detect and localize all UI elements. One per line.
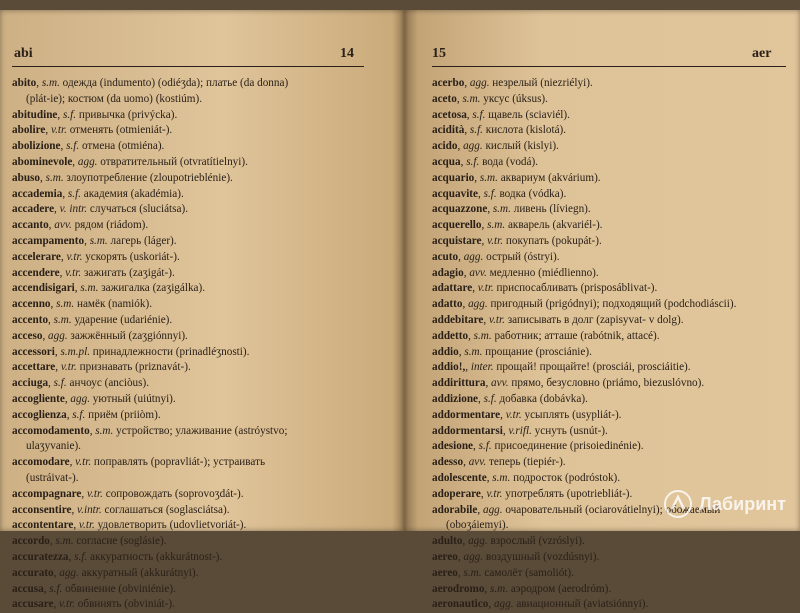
definition: водка (vódka). [499, 187, 567, 200]
definition: ускорять (uskoriát-). [85, 250, 180, 263]
dictionary-entry: acquario, s.m. аквариум (akvárium). [432, 171, 601, 184]
headword: acconsentire [12, 503, 72, 516]
grammar-label: avv. [54, 219, 72, 232]
grammar-label: v.rifl. [508, 424, 532, 437]
definition: покупать (pokupát-). [505, 234, 602, 247]
headword: accademia [12, 187, 63, 200]
definition: лагерь (láger). [110, 234, 177, 247]
dictionary-entry: accendere, v.tr. зажигать (zaʒigát-). [12, 266, 175, 279]
headword: acidità [432, 124, 465, 137]
grammar-label: s.f. [49, 582, 63, 595]
dictionary-entry: acconsentire, v.intr. соглашаться (soglasciátsa). [12, 503, 230, 516]
dictionary-entry: accampamento, s.m. лагерь (láger). [12, 234, 177, 247]
grammar-label: agg. [468, 535, 488, 548]
grammar-label: inter. [470, 361, 494, 374]
headword: acuto [432, 250, 459, 263]
definition: подросток (podróstok). [513, 471, 621, 484]
dictionary-entry: acceso, agg. зажжённый (zaʒgiónnyi). [12, 329, 188, 342]
dictionary-entry: accendisigari, s.m. зажигалка (zaʒigálka). [12, 282, 206, 295]
definition: уютный (uiútnyi). [92, 392, 176, 405]
definition: медленно (miédlienno). [489, 266, 599, 279]
page-number-right: 15 [432, 46, 446, 61]
dictionary-entry: adoperare, v.tr. употреблять (upotriebliát-). [432, 487, 633, 500]
definition: добавка (dobávka). [499, 392, 588, 405]
grammar-label: agg. [482, 503, 503, 516]
dictionary-entry: abominevole, agg. отвратительный (otvratítielnyi). [12, 155, 248, 168]
grammar-label: v.tr. [87, 487, 103, 500]
grammar-label: s.f. [472, 108, 486, 121]
grammar-label: s.f. [67, 187, 81, 200]
headword: adorabile [432, 503, 478, 516]
definition: зажжённый (zaʒgiónnyi). [70, 329, 188, 342]
dictionary-entry: addio!,, inter. прощай! прощайте! (prosciái, prosciáitie). [432, 361, 691, 374]
grammar-label: s.m. [463, 566, 482, 579]
definition: одежда (indumento) (odiéʒda); платье (da donna) [62, 77, 289, 89]
grammar-label: s.m. [55, 535, 74, 548]
grammar-label: v.tr. [65, 266, 82, 279]
headword: abito [12, 77, 37, 89]
dictionary-entry: addizione, s.f. добавка (dobávka). [432, 392, 588, 405]
grammar-label: s.m. [53, 313, 72, 326]
definition: самолёт (samoliót). [484, 566, 574, 579]
dictionary-entry: addetto, s.m. работник; атташе (rabótnik, attaсé). [432, 329, 660, 342]
headword: acquario [432, 171, 475, 184]
grammar-label: v.tr. [487, 234, 504, 247]
grammar-label: s.f. [62, 108, 77, 121]
entry-list-right [432, 76, 792, 613]
definition: устройство; улаживание (astróystvo; [116, 424, 288, 437]
grammar-label: agg. [59, 566, 79, 579]
definition: случаться (sluciátsa). [89, 203, 189, 216]
dictionary-entry: acidità, s.f. кислота (kislotá). [432, 124, 567, 137]
definition: рядом (riádom). [74, 219, 149, 232]
definition: работник; атташе (rabótnik, attaсé). [494, 329, 660, 342]
grammar-label: agg. [463, 250, 484, 263]
headword: accanto [12, 219, 49, 232]
definition: присоединение (prisoiedinénie). [494, 440, 644, 453]
definition: теперь (tiepiér-). [488, 456, 566, 469]
definition: приспосабливать (prisposáblivat-). [496, 282, 658, 295]
headword: adolescente [432, 471, 487, 484]
grammar-label: agg. [463, 140, 483, 153]
definition: авиационный (aviatsiónnyi). [516, 598, 649, 611]
headword: accessori [12, 345, 55, 358]
headword: aeronautico [432, 598, 489, 611]
definition: поправлять (popravliát-); устраивать [93, 456, 266, 469]
definition: острый (óstryi). [486, 250, 560, 263]
definition: ударение (udariénie). [74, 313, 173, 326]
headword: aceto [432, 92, 457, 105]
definition: кислота (kislotá). [485, 124, 567, 137]
definition: (ustráivat-). [26, 471, 79, 484]
grammar-label: s.m. [487, 219, 506, 232]
definition: прямо, безусловно (priámo, biezuslóvno). [511, 377, 705, 390]
grammar-label: v.tr. [59, 598, 75, 611]
definition: акварель (akvariél-). [507, 219, 603, 232]
definition: уксус (úksus). [483, 92, 548, 105]
grammar-label: s.m. [464, 345, 483, 358]
headword: accusare [12, 598, 54, 611]
grammar-label: v.tr. [60, 361, 77, 374]
page-number-left: 14 [340, 46, 354, 61]
grammar-label: agg. [77, 155, 98, 168]
entry-list-left [12, 76, 362, 613]
grammar-label: agg. [48, 329, 68, 342]
dictionary-entry [12, 471, 362, 487]
headword: accettare [12, 361, 56, 374]
dictionary-entry: accusare, v.tr. обвинять (obviniát-). [12, 598, 175, 611]
dictionary-entry: adorabile, agg. очаровательный (ociarovátielnyi); обожаемый [432, 503, 721, 516]
definition: уснуть (usnút-). [534, 424, 608, 437]
dictionary-entry: accoglienza, s.f. приём (priiòm). [12, 408, 161, 421]
dictionary-entry: accomodamento, s.m. устройство; улаживание (astróystvo; [12, 424, 288, 437]
grammar-label: s.m. [45, 171, 64, 184]
definition: пригодный (prigódnyi); подходящий (podchodiáscii). [490, 298, 737, 311]
definition: записывать в долг (zapisyvat- v dolg). [507, 313, 684, 326]
headword: addirittura [432, 377, 486, 390]
headword: aereo [432, 550, 458, 563]
definition: взрослый (vzróslyi). [490, 535, 585, 548]
headword: accontentare [12, 519, 74, 532]
grammar-label: agg. [468, 298, 488, 311]
headword: addormentarsi [432, 424, 503, 437]
dictionary-entry: aereo, s.m. самолёт (samoliót). [432, 566, 574, 579]
grammar-label: avv. [468, 456, 487, 469]
dictionary-entry: aerodromo, s.m. аэродром (aerodróm). [432, 582, 612, 595]
definition: прощай! прощайте! (prosciái, prosciáitie). [496, 361, 691, 374]
dictionary-entry: aereo, agg. воздушный (vozdúsnyi). [432, 550, 600, 563]
grammar-label: s.f. [66, 140, 80, 153]
definition: аэродром (aerodróm). [510, 582, 612, 595]
headword: adesione [432, 440, 474, 453]
definition: ulaʒyvanie). [26, 440, 81, 453]
grammar-label: s.f. [469, 124, 483, 137]
definition: щавель (sciaviél). [488, 108, 570, 121]
headword: abolizione [12, 140, 61, 153]
dictionary-entry: acquistare, v.tr. покупать (pokupát-). [432, 234, 602, 247]
grammar-label: v.intr. [77, 503, 102, 516]
grammar-label: avv. [491, 377, 509, 390]
headword: aereo [432, 566, 458, 579]
definition: кислый (kislyi). [485, 140, 559, 153]
grammar-label: s.f. [478, 440, 492, 453]
right-page [404, 10, 800, 611]
dictionary-entry: abolire, v.tr. отменять (otmieniát-). [12, 124, 173, 137]
grammar-label: s.f. [483, 392, 497, 405]
definition: очаровательный (ociarovátielnyi); обожаемый [505, 503, 721, 516]
dictionary-entry: accogliente, agg. уютный (uiútnyi). [12, 392, 176, 405]
headword: accurato [12, 566, 54, 579]
definition: привычка (privýcka). [78, 108, 178, 121]
headword: adattare [432, 282, 473, 295]
headword: addormentare [432, 408, 501, 421]
headword: accadere [12, 203, 55, 216]
definition: злоупотребление (zloupotrieblénie). [66, 171, 233, 184]
dictionary-entry: abito, s.m. одежда (indumento) (odiéʒda); платье (da donna) [12, 77, 289, 89]
headword: accordo [12, 535, 50, 548]
definition: аккуратный (akkurátnyi). [81, 566, 199, 579]
labyrinth-logo-icon [663, 489, 693, 519]
headword: accompagnare [12, 487, 82, 500]
grammar-label: agg. [469, 77, 490, 89]
definition: аккуратность (akkurátnost-). [89, 550, 223, 563]
headword: adulto [432, 535, 463, 548]
headword: adatto [432, 298, 463, 311]
dictionary-entry: acquerello, s.m. акварель (akvariél-). [432, 219, 603, 232]
headword: addio!, [432, 361, 466, 374]
headword: accusa [12, 582, 44, 595]
dictionary-entry: accessori, s.m.pl. принадлежности (prinadléʒnosti). [12, 345, 250, 358]
grammar-label: s.f. [72, 408, 86, 421]
grammar-label: v.tr. [488, 313, 505, 326]
dictionary-entry: accento, s.m. ударение (udariénie). [12, 313, 173, 326]
dictionary-entry [432, 518, 792, 534]
dictionary-entry: accenno, s.m. намёк (namiók). [12, 298, 152, 311]
dictionary-entry: acciuga, s.f. анчоус (anciòus). [12, 377, 150, 390]
grammar-label: agg. [70, 392, 90, 405]
grammar-label: s.f. [53, 377, 67, 390]
dictionary-entry: addormentarsi, v.rifl. уснуть (usnút-). [432, 424, 608, 437]
grammar-label: s.f. [483, 187, 497, 200]
headword: abominevole [12, 155, 73, 168]
grammar-label: v.tr. [50, 124, 67, 137]
definition: усыплять (usypliát-). [524, 408, 622, 421]
dictionary-entry: accurato, agg. аккуратный (akkurátnyi). [12, 566, 199, 579]
dictionary-entry: adulto, agg. взрослый (vzróslyi). [432, 535, 585, 548]
grammar-label: v.tr. [78, 519, 95, 532]
headword: addebitare [432, 313, 484, 326]
grammar-label: s.m. [41, 77, 60, 89]
definition: вода (vodá). [482, 155, 538, 168]
guide-word-left: abi [14, 46, 33, 61]
dictionary-entry: aeronautico, agg. авиационный (aviatsiónnyi). [432, 598, 649, 611]
dictionary-entry: adolescente, s.m. подросток (podróstok). [432, 471, 621, 484]
definition: удовлетворить (udovlietvoriát-). [97, 519, 247, 532]
grammar-label: avv. [469, 266, 487, 279]
definition: обвинение (obviniénie). [65, 582, 176, 595]
grammar-label: v.tr. [486, 487, 503, 500]
headword: accogliente [12, 392, 65, 405]
headword: acqua [432, 155, 461, 168]
headword: acetosa [432, 108, 467, 121]
headword: addetto [432, 329, 469, 342]
definition: прощание (prosciánie). [485, 345, 592, 358]
dictionary-entry: acqua, s.f. вода (vodá). [432, 155, 538, 168]
headword: accomodare [12, 456, 70, 469]
dictionary-entry [12, 439, 362, 455]
definition: сопровождать (soprovoʒdát-). [105, 487, 244, 500]
headword: accendisigari [12, 282, 75, 295]
headword: adesso [432, 456, 464, 469]
headword: adoperare [432, 487, 481, 500]
dictionary-entry: addebitare, v.tr. записывать в долг (zapisyvat- v dolg). [432, 313, 684, 326]
header-rule-right [432, 66, 786, 67]
grammar-label: s.m. [80, 282, 99, 295]
grammar-label: v.tr. [505, 408, 522, 421]
headword: accelerare [12, 250, 61, 263]
definition: употреблять (upotriebliát-). [505, 487, 633, 500]
definition: намёк (namiók). [76, 298, 152, 311]
headword: acquerello [432, 219, 482, 232]
dictionary-entry: accuratezza, s.f. аккуратность (akkurátnost-). [12, 550, 223, 563]
definition: незрелый (niezriélyi). [492, 77, 593, 89]
dictionary-entry: acquavite, s.f. водка (vódka). [432, 187, 567, 200]
definition: (plát-ie); костюм (da uomo) (kostiúm). [26, 92, 203, 105]
headword: acciuga [12, 377, 49, 390]
headword: accento [12, 313, 49, 326]
dictionary-entry: accanto, avv. рядом (riádom). [12, 219, 149, 232]
headword: addizione [432, 392, 479, 405]
grammar-label: s.m. [492, 203, 511, 216]
grammar-label: v.tr. [66, 250, 83, 263]
grammar-label: agg. [493, 598, 514, 611]
dictionary-entry: addirittura, avv. прямо, безусловно (priámo, biezuslóvno). [432, 377, 705, 390]
dictionary-entry: abitudine, s.f. привычка (privýcka). [12, 108, 178, 121]
guide-word-right: aer [752, 46, 772, 61]
headword: acquistare [432, 234, 482, 247]
grammar-label: s.f. [74, 550, 88, 563]
dictionary-entry: adesso, avv. теперь (tiepiér-). [432, 456, 566, 469]
definition: отвратительный (otvratítielnyi). [100, 155, 248, 168]
definition: (oboʒáiemyi). [446, 519, 509, 532]
headword: accenno [12, 298, 51, 311]
dictionary-entry: accompagnare, v.tr. сопровождать (soprovoʒdát-). [12, 487, 244, 500]
headword: adagio [432, 266, 464, 279]
dictionary-entry: addio, s.m. прощание (prosciánie). [432, 345, 592, 358]
watermark-logo [663, 489, 786, 519]
dictionary-entry: accademia, s.f. академия (akadémia). [12, 187, 184, 200]
definition: воздушный (vozdúsnyi). [485, 550, 600, 563]
headword: accendere [12, 266, 60, 279]
dictionary-entry: acquazzone, s.m. ливень (líviegn). [432, 203, 591, 216]
left-page [0, 10, 404, 611]
grammar-label: agg. [463, 550, 484, 563]
dictionary-entry: acerbo, agg. незрелый (niezriélyi). [432, 77, 593, 89]
definition: анчоус (anciòus). [69, 377, 150, 390]
grammar-label: s.m. [56, 298, 75, 311]
headword: acquazzone [432, 203, 488, 216]
definition: принадлежности (prinadléʒnosti). [92, 345, 250, 358]
definition: приём (priiòm). [88, 408, 161, 421]
dictionary-entry: accadere, v. intr. случаться (sluciátsa). [12, 203, 189, 216]
dictionary-entry: adesione, s.f. присоединение (prisoiedinénie). [432, 440, 644, 453]
headword: acquavite [432, 187, 478, 200]
grammar-label: s.m. [479, 171, 498, 184]
grammar-label: s.m. [462, 92, 481, 105]
grammar-label: v.tr. [477, 282, 494, 295]
dictionary-entry: acuto, agg. острый (óstryi). [432, 250, 560, 263]
dictionary-entry: adattare, v.tr. приспосабливать (prisposáblivat-). [432, 282, 658, 295]
definition: соглашаться (soglasciátsa). [104, 503, 230, 516]
grammar-label: s.m. [490, 582, 509, 595]
headword: accomodamento [12, 424, 90, 437]
dictionary-entry [12, 92, 362, 108]
definition: обвинять (obviniát-). [77, 598, 175, 611]
definition: ливень (líviegn). [513, 203, 591, 216]
grammar-label: s.m. [89, 234, 108, 247]
definition: академия (akadémia). [83, 187, 184, 200]
definition: зажигать (zaʒigát-). [83, 266, 175, 279]
dictionary-entry: adagio, avv. медленно (miédlienno). [432, 266, 599, 279]
headword: abitudine [12, 108, 58, 121]
definition: аквариум (akvárium). [500, 171, 601, 184]
definition: отменять (otmieniát-). [69, 124, 173, 137]
dictionary-entry: accordo, s.m. согласие (soglásie). [12, 535, 167, 548]
dictionary-entry: abuso, s.m. злоупотребление (zloupotrieblénie). [12, 171, 233, 184]
definition: согласие (soglásie). [76, 535, 167, 548]
headword: aerodromo [432, 582, 485, 595]
grammar-label: s.m. [95, 424, 114, 437]
definition: зажигалка (zaʒigálka). [101, 282, 206, 295]
headword: abolire [12, 124, 46, 137]
grammar-label: s.m. [473, 329, 492, 342]
headword: accuratezza [12, 550, 69, 563]
headword: accoglienza [12, 408, 67, 421]
dictionary-entry: accusa, s.f. обвинение (obviniénie). [12, 582, 176, 595]
definition: признавать (priznavát-). [79, 361, 191, 374]
dictionary-entry: addormentare, v.tr. усыплять (usypliát-). [432, 408, 622, 421]
headword: acido [432, 140, 458, 153]
header-rule-left [12, 66, 364, 67]
grammar-label: s.f. [466, 155, 480, 168]
headword: accampamento [12, 234, 85, 247]
dictionary-entry: accomodare, v.tr. поправлять (popravliát-); устраивать [12, 456, 266, 469]
headword: addio [432, 345, 459, 358]
grammar-label: s.m.pl. [60, 345, 90, 358]
dictionary-entry: aceto, s.m. уксус (úksus). [432, 92, 548, 105]
dictionary-entry: accelerare, v.tr. ускорять (uskoriát-). [12, 250, 180, 263]
dictionary-entry: abolizione, s.f. отмена (otmiéna). [12, 140, 165, 153]
grammar-label: s.m. [492, 471, 511, 484]
headword: acerbo [432, 77, 465, 89]
dictionary-entry: acido, agg. кислый (kislyi). [432, 140, 559, 153]
dictionary-entry: adatto, agg. пригодный (prigódnyi); подходящий (podchodiáscii). [432, 298, 737, 311]
headword: acceso [12, 329, 43, 342]
watermark-text: Лабиринт [698, 493, 786, 514]
dictionary-entry: accettare, v.tr. признавать (priznavát-). [12, 361, 191, 374]
dictionary-entry: accontentare, v.tr. удовлетворить (udovlietvoriát-). [12, 519, 247, 532]
definition: отмена (otmiéna). [81, 140, 165, 153]
grammar-label: v. intr. [59, 203, 88, 216]
dictionary-entry: acetosa, s.f. щавель (sciaviél). [432, 108, 570, 121]
grammar-label: v.tr. [75, 456, 92, 469]
headword: abuso [12, 171, 40, 184]
